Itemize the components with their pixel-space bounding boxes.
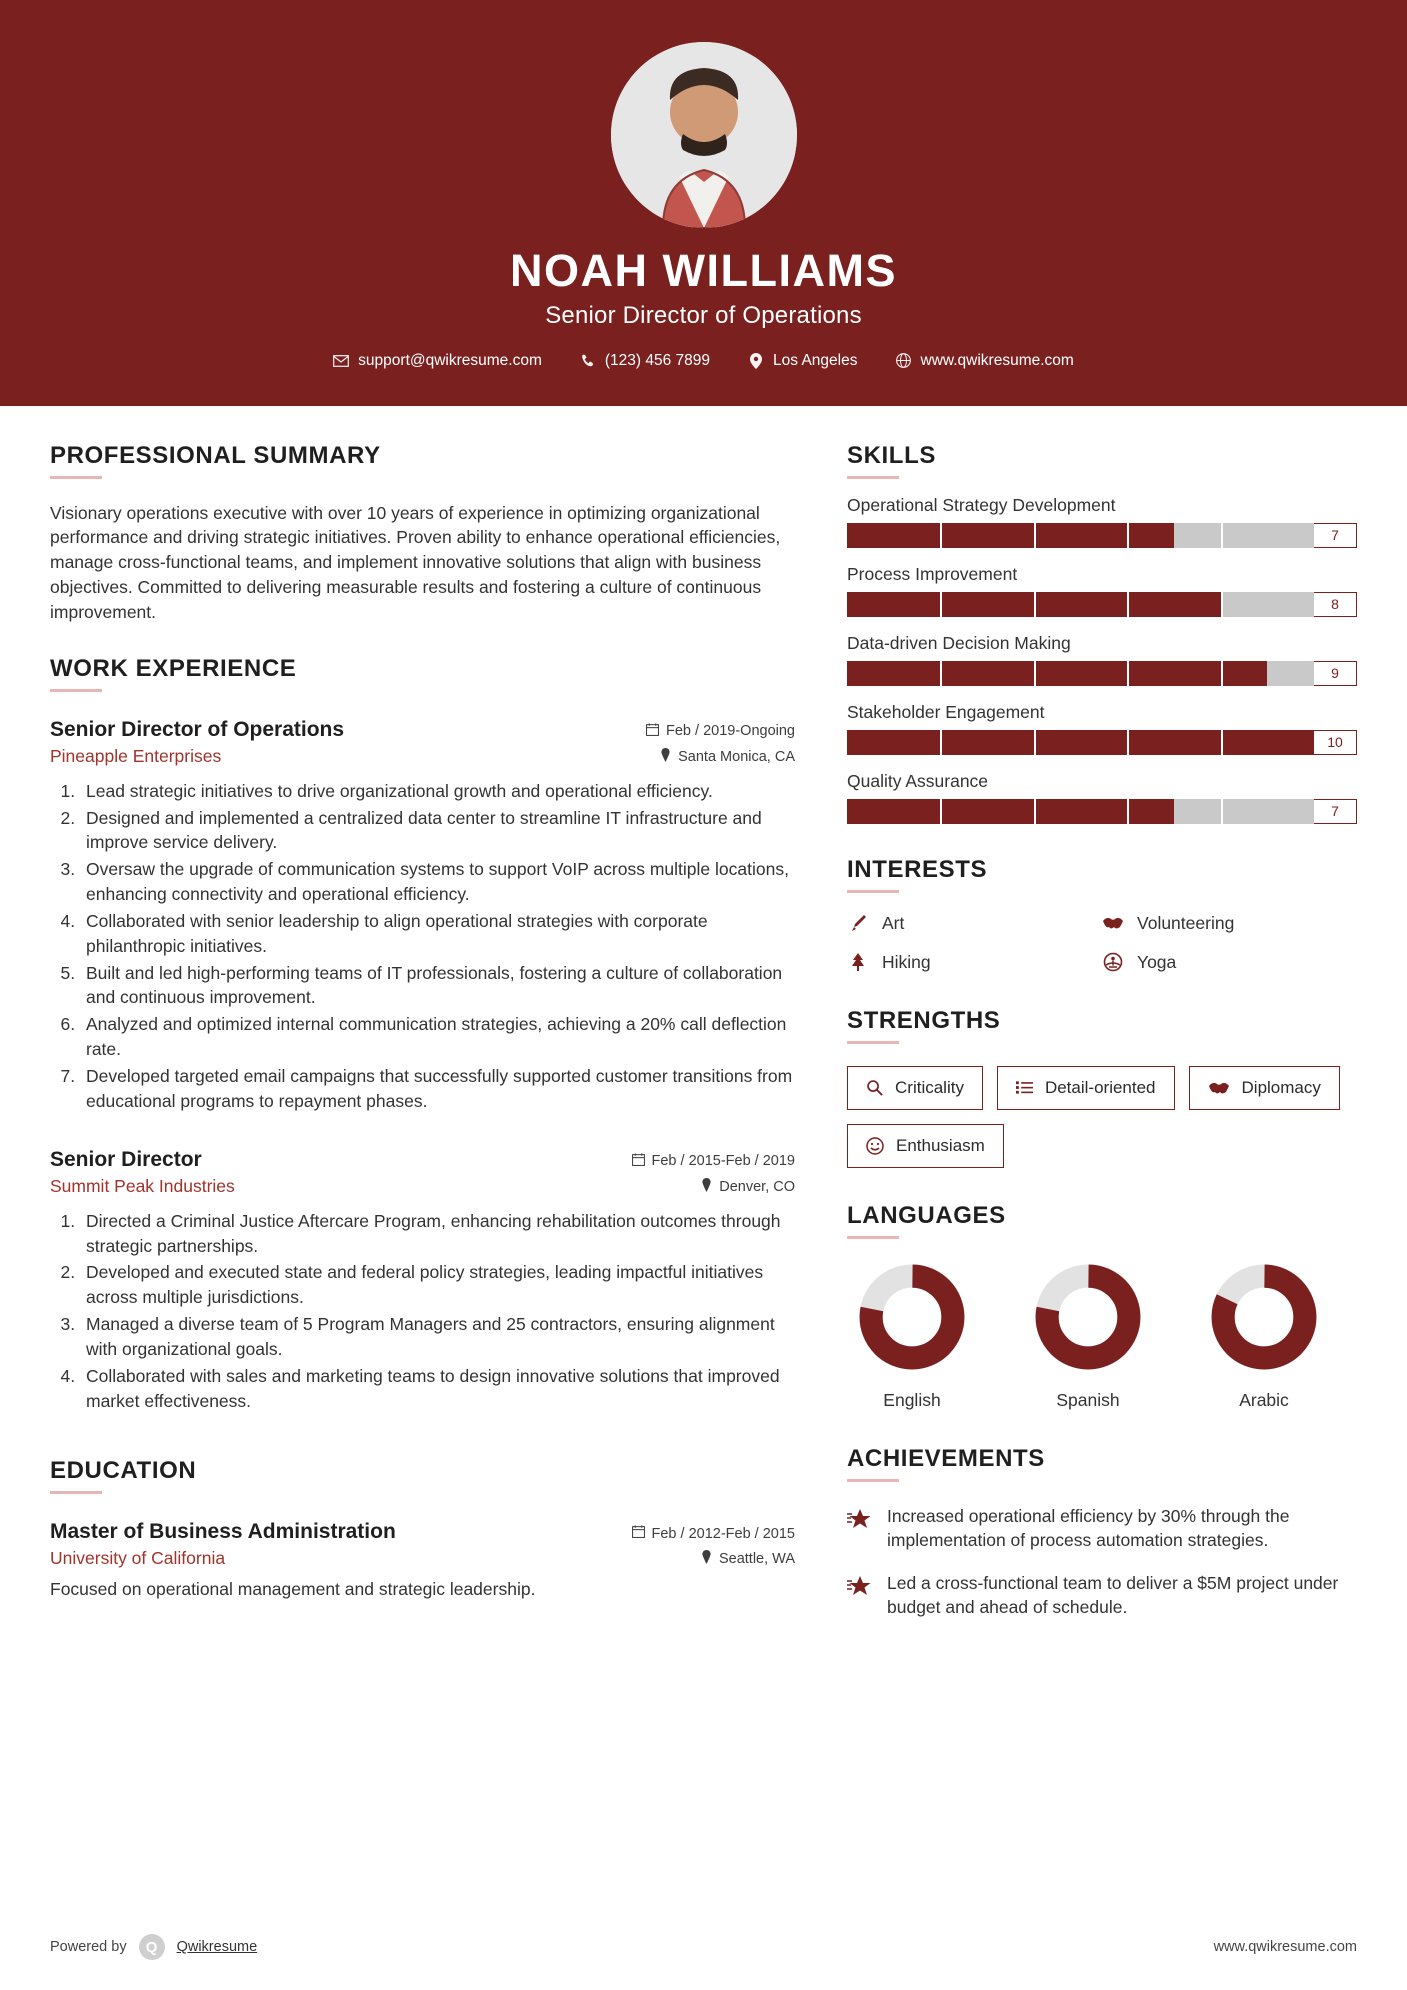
pin-icon (701, 1178, 712, 1196)
contact-email[interactable] (333, 352, 542, 370)
interest-label: Art (882, 912, 905, 933)
strength-chip (997, 1066, 1175, 1110)
interest-item (847, 913, 1102, 934)
contact-phone[interactable] (580, 352, 710, 370)
work-experience-item (50, 718, 795, 1114)
skill-item (847, 702, 1357, 755)
skill-value: 7 (1313, 799, 1357, 824)
strength-chip (847, 1124, 1004, 1168)
page-footer (0, 1904, 1407, 1990)
interest-item (1102, 952, 1357, 973)
contact-phone-text: (123) 456 7899 (604, 351, 711, 369)
skill-value: 10 (1313, 730, 1357, 755)
skill-label: Stakeholder Engagement (847, 701, 1045, 722)
skill-bar (847, 592, 1357, 617)
school-name: University of California (50, 1548, 226, 1569)
star-badge-icon (847, 1571, 873, 1620)
interest-label: Yoga (1137, 951, 1177, 972)
language-donut-spanish (1034, 1263, 1142, 1371)
job-company: Pineapple Enterprises (50, 745, 222, 766)
contact-website[interactable] (896, 352, 1074, 370)
avatar-photo-icon (611, 42, 797, 228)
logo-letter: Q (145, 1938, 158, 1956)
interest-item (1102, 913, 1357, 934)
interest-item (847, 952, 1102, 973)
skill-item (847, 564, 1357, 617)
education-item (50, 1520, 795, 1600)
section-title-languages: LANGUAGES (847, 1202, 1357, 1239)
skill-bar-track (847, 661, 1314, 686)
job-dates (646, 723, 795, 740)
skill-bar-fill (847, 730, 1314, 755)
job-location-text: Santa Monica, CA (678, 748, 795, 765)
strength-chip (1189, 1066, 1340, 1110)
yoga-icon (1102, 952, 1124, 972)
list-icon (1016, 1080, 1033, 1095)
paintbrush-icon (847, 913, 869, 933)
handshake-icon (1208, 1079, 1230, 1097)
work-experience-item (50, 1148, 795, 1414)
skill-bar (847, 799, 1357, 824)
phone-icon (580, 353, 596, 369)
strength-label: Enthusiasm (896, 1135, 985, 1155)
skill-label: Operational Strategy Development (847, 494, 1116, 515)
job-dates-text: Feb / 2015-Feb / 2019 (651, 1153, 795, 1170)
skill-item (847, 771, 1357, 824)
left-column (50, 442, 795, 1638)
skill-bar-fill (847, 661, 1267, 686)
degree-title: Master of Business Administration (50, 1520, 396, 1544)
list-item: 4. Collaborated with sales and marketing teams to design innovative solutions that improved market effectiveness. (80, 1364, 795, 1414)
page-title: NOAH WILLIAMS (510, 245, 897, 296)
list-item: 7. Developed targeted email campaigns that successfully supported customer transitions from educational programs to repayment phases. (80, 1064, 795, 1114)
list-item: 2. Designed and implemented a centralized data center to streamline IT infrastructure and improve service delivery. (80, 806, 795, 856)
skill-bar-track (847, 730, 1314, 755)
job-title: Senior Director of Operations (50, 717, 345, 741)
list-item: 1. Lead strategic initiatives to drive organizational growth and operational efficiency. (80, 779, 795, 804)
skill-label: Data-driven Decision Making (847, 632, 1071, 653)
smiley-icon (866, 1137, 884, 1155)
footer-url[interactable]: www.qwikresume.com (1213, 1939, 1357, 1955)
skill-bar-track (847, 799, 1314, 824)
contact-bar (0, 352, 1407, 370)
interest-label: Hiking (882, 951, 931, 972)
strength-chip (847, 1066, 983, 1110)
section-title-work-experience: WORK EXPERIENCE (50, 655, 795, 692)
section-title-skills: SKILLS (847, 442, 1357, 479)
location-icon (748, 353, 764, 369)
footer-brand-link[interactable]: Qwikresume (176, 1939, 258, 1955)
skill-value: 8 (1313, 592, 1357, 617)
list-item: 6. Analyzed and optimized internal communication strategies, achieving a 20% call deflection rate. (80, 1012, 795, 1062)
calendar-icon (632, 1153, 645, 1170)
avatar (611, 42, 797, 228)
resume-body (0, 406, 1407, 1638)
education-dates (632, 1525, 796, 1542)
section-title-interests: INTERESTS (847, 856, 1357, 893)
language-item (1023, 1263, 1153, 1411)
email-icon (333, 353, 349, 369)
job-bullets (80, 779, 795, 1114)
achievement-item (847, 1504, 1357, 1553)
list-item: 3. Managed a diverse team of 5 Program Managers and 25 contractors, ensuring alignment with organizational goals. (80, 1312, 795, 1362)
pin-icon (701, 1550, 712, 1568)
job-title: Senior Director (50, 1147, 202, 1171)
job-company: Summit Peak Industries (50, 1175, 235, 1196)
section-title-strengths: STRENGTHS (847, 1007, 1357, 1044)
education-location-text: Seattle, WA (718, 1551, 795, 1568)
list-item: 3. Oversaw the upgrade of communication systems to support VoIP across multiple locations, enhancing connectivity and operational efficiency. (80, 857, 795, 907)
pin-icon (660, 748, 671, 766)
interest-label: Volunteering (1137, 912, 1235, 933)
education-description: Focused on operational management and strategic leadership. (50, 1579, 536, 1600)
skill-bar (847, 523, 1357, 548)
contact-website-text: www.qwikresume.com (920, 351, 1074, 369)
contact-location[interactable] (748, 352, 857, 370)
job-location-text: Denver, CO (719, 1178, 795, 1195)
calendar-icon (646, 723, 659, 740)
tree-icon (847, 952, 869, 972)
job-bullets (80, 1209, 795, 1414)
language-donut-english (858, 1263, 966, 1371)
handshake-icon (1102, 914, 1124, 932)
language-item (847, 1263, 977, 1411)
section-title-summary: PROFESSIONAL SUMMARY (50, 442, 795, 479)
job-dates (632, 1153, 796, 1170)
skill-bar-fill (847, 799, 1174, 824)
skill-item (847, 633, 1357, 686)
strengths-list (847, 1066, 1357, 1168)
section-title-education: EDUCATION (50, 1457, 795, 1494)
achievement-text: Increased operational efficiency by 30% through the implementation of process automation strategies. (887, 1505, 1290, 1550)
section-title-achievements: ACHIEVEMENTS (847, 1445, 1357, 1482)
language-label: Arabic (1239, 1389, 1289, 1410)
skill-bar (847, 730, 1357, 755)
achievement-text: Led a cross-functional team to deliver a $5M project under budget and ahead of schedule. (887, 1572, 1339, 1617)
achievement-item (847, 1571, 1357, 1620)
job-role-subtitle: Senior Director of Operations (545, 301, 862, 329)
globe-icon (896, 353, 912, 369)
skill-bar-fill (847, 523, 1174, 548)
language-label: English (883, 1389, 941, 1410)
skill-bar-track (847, 523, 1314, 548)
powered-by-label: Powered by (50, 1939, 127, 1955)
achievements-list (847, 1504, 1357, 1620)
skill-bar (847, 661, 1357, 686)
skill-label: Process Improvement (847, 563, 1018, 584)
contact-email-text: support@qwikresume.com (358, 351, 542, 369)
contact-location-text: Los Angeles (773, 351, 858, 369)
qwikresume-logo-icon (139, 1934, 165, 1960)
language-item (1199, 1263, 1329, 1411)
star-badge-icon (847, 1504, 873, 1553)
list-item: 5. Built and led high-performing teams of IT professionals, fostering a culture of collaboration and continuous improvement. (80, 961, 795, 1011)
skill-value: 9 (1313, 661, 1357, 686)
list-item: 2. Developed and executed state and federal policy strategies, leading impactful initiatives across multiple jurisdictions. (80, 1260, 795, 1310)
calendar-icon (632, 1525, 645, 1542)
resume-header (0, 0, 1407, 406)
skill-item (847, 495, 1357, 548)
language-donut-arabic (1210, 1263, 1318, 1371)
job-location (660, 748, 795, 766)
languages-list (847, 1263, 1357, 1411)
skill-bar-track (847, 592, 1314, 617)
language-label: Spanish (1056, 1389, 1120, 1410)
interests-list (847, 913, 1357, 973)
strength-label: Detail-oriented (1044, 1077, 1156, 1097)
strength-label: Criticality (895, 1077, 964, 1097)
skill-value: 7 (1313, 523, 1357, 548)
education-location (701, 1550, 795, 1568)
professional-summary-text: Visionary operations executive with over 10 years of experience in optimizing organizational performance and driving strategic initiatives. Proven ability to enhance operational efficiencies, manage cross-functional teams, and implement innovative solutions that align with business objectives. Committed to delivering measurable results and fostering a culture of continuous improvement. (50, 502, 781, 622)
list-item: 4. Collaborated with senior leadership to align operational strategies with corporate philanthropic initiatives. (80, 909, 795, 959)
skill-label: Quality Assurance (847, 770, 989, 791)
magnifier-icon (866, 1079, 883, 1096)
education-dates-text: Feb / 2012-Feb / 2015 (651, 1525, 795, 1542)
list-item: 1. Directed a Criminal Justice Aftercare Program, enhancing rehabilitation outcomes through strategic partnerships. (80, 1209, 795, 1259)
right-column (847, 442, 1357, 1638)
job-location (701, 1178, 795, 1196)
job-dates-text: Feb / 2019-Ongoing (666, 723, 795, 740)
strength-label: Diplomacy (1241, 1077, 1321, 1097)
